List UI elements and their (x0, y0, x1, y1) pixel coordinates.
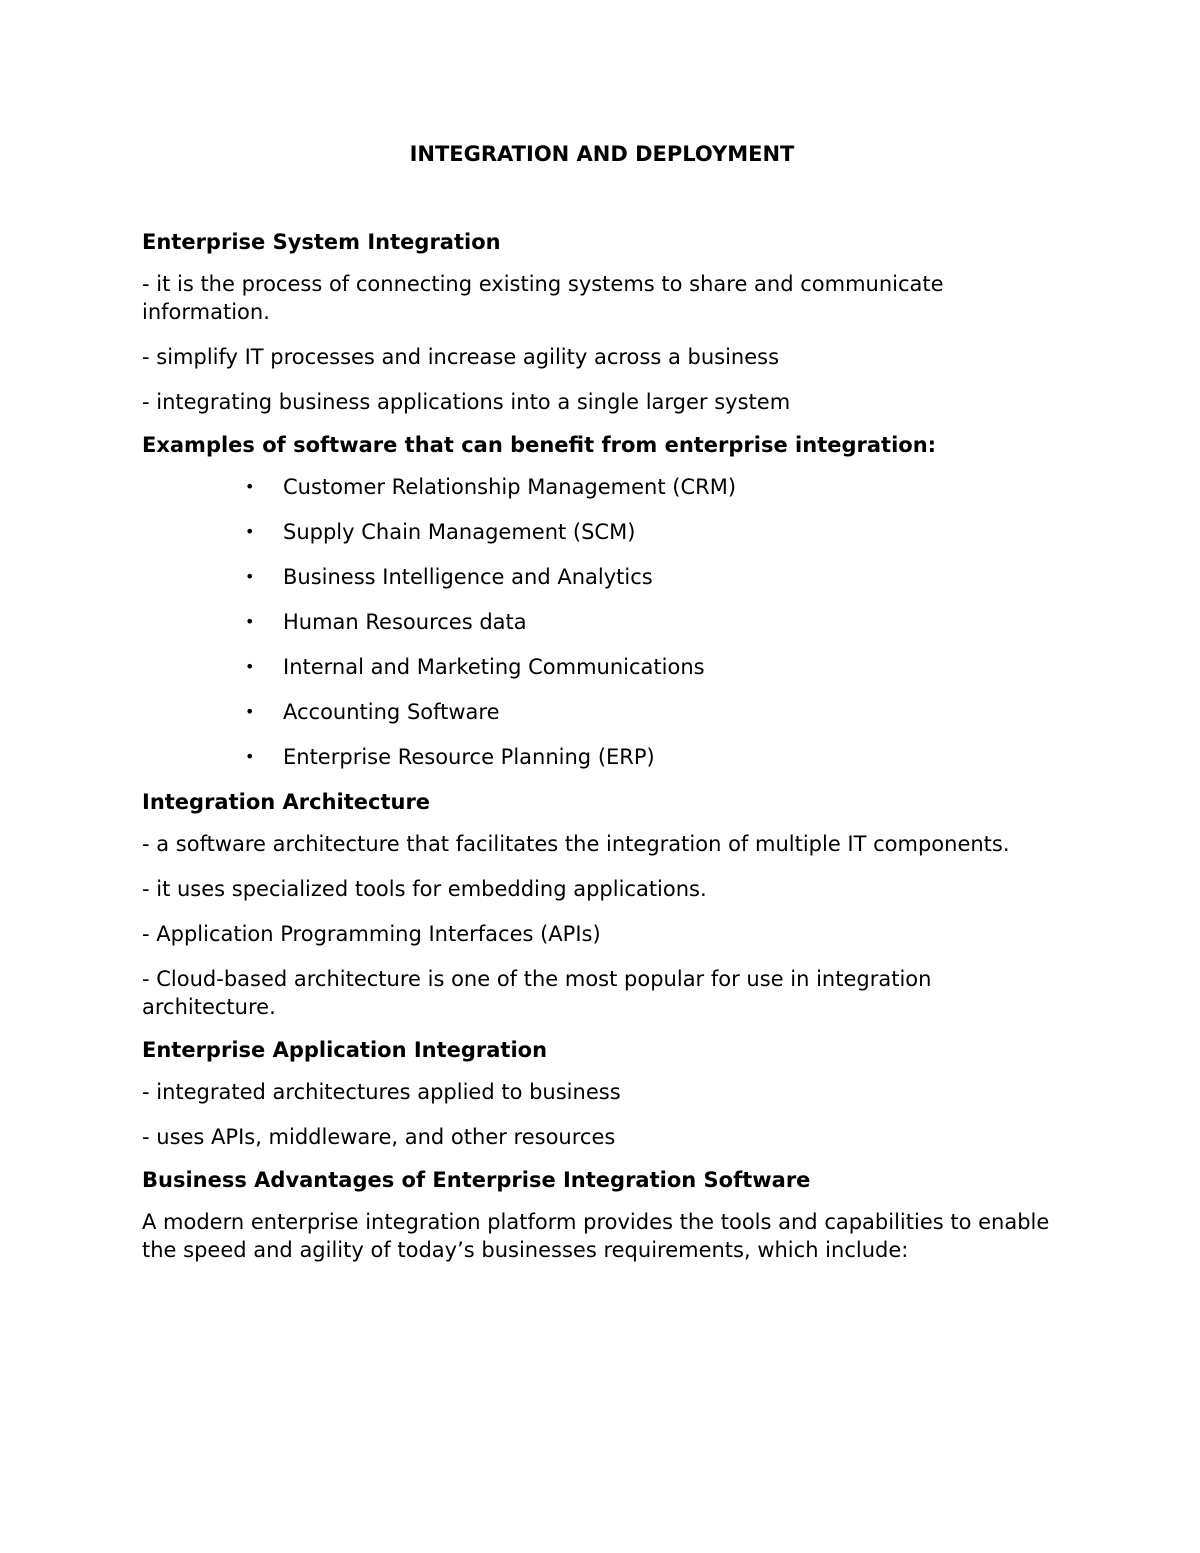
paragraph: - integrated architectures applied to business (142, 1080, 621, 1104)
list-item-text: Business Intelligence and Analytics (283, 565, 653, 589)
list-item-text: Accounting Software (283, 700, 500, 724)
list-item (142, 743, 1062, 771)
list-item (142, 518, 1062, 546)
document-title: INTEGRATION AND DEPLOYMENT (409, 142, 795, 166)
section-heading-enterprise-system-integration: Enterprise System Integration (142, 230, 501, 254)
paragraph: - integrating business applications into a single larger system (142, 390, 791, 414)
paragraph: - it uses specialized tools for embedding applications. (142, 877, 707, 901)
list-item-text: Human Resources data (283, 610, 527, 634)
document-body (142, 138, 1062, 1281)
list-item (142, 563, 1062, 591)
list-item (142, 608, 1062, 636)
list-item (142, 653, 1062, 681)
list-item-text: Enterprise Resource Planning (ERP) (283, 745, 655, 769)
list-item-text: Customer Relationship Management (CRM) (283, 475, 737, 499)
list-item (142, 698, 1062, 726)
section-heading-examples: Examples of software that can benefit from enterprise integration: (142, 433, 937, 457)
section-heading-integration-architecture: Integration Architecture (142, 790, 431, 814)
software-examples-list (142, 473, 1062, 771)
bullet-icon: • (245, 567, 255, 586)
paragraph: - a software architecture that facilitates the integration of multiple IT components. (142, 832, 1010, 856)
bullet-icon: • (245, 747, 255, 766)
list-item-text: Internal and Marketing Communications (283, 655, 705, 679)
paragraph: - it is the process of connecting existing systems to share and communicate information. (142, 272, 944, 324)
list-item (142, 473, 1062, 501)
list-item-text: Supply Chain Management (SCM) (283, 520, 636, 544)
paragraph: - Application Programming Interfaces (APIs) (142, 922, 601, 946)
bullet-icon: • (245, 612, 255, 631)
bullet-icon: • (245, 477, 255, 496)
bullet-icon: • (245, 702, 255, 721)
bullet-icon: • (245, 657, 255, 676)
paragraph: - uses APIs, middleware, and other resources (142, 1125, 616, 1149)
section-heading-enterprise-application-integration: Enterprise Application Integration (142, 1038, 548, 1062)
bullet-icon: • (245, 522, 255, 541)
section-heading-business-advantages: Business Advantages of Enterprise Integration Software (142, 1168, 811, 1192)
paragraph: A modern enterprise integration platform provides the tools and capabilities to enable the speed and agility of today’s businesses requirements, which include: (142, 1210, 1050, 1262)
paragraph: - simplify IT processes and increase agility across a business (142, 345, 780, 369)
paragraph: - Cloud-based architecture is one of the most popular for use in integration architecture. (142, 967, 932, 1019)
